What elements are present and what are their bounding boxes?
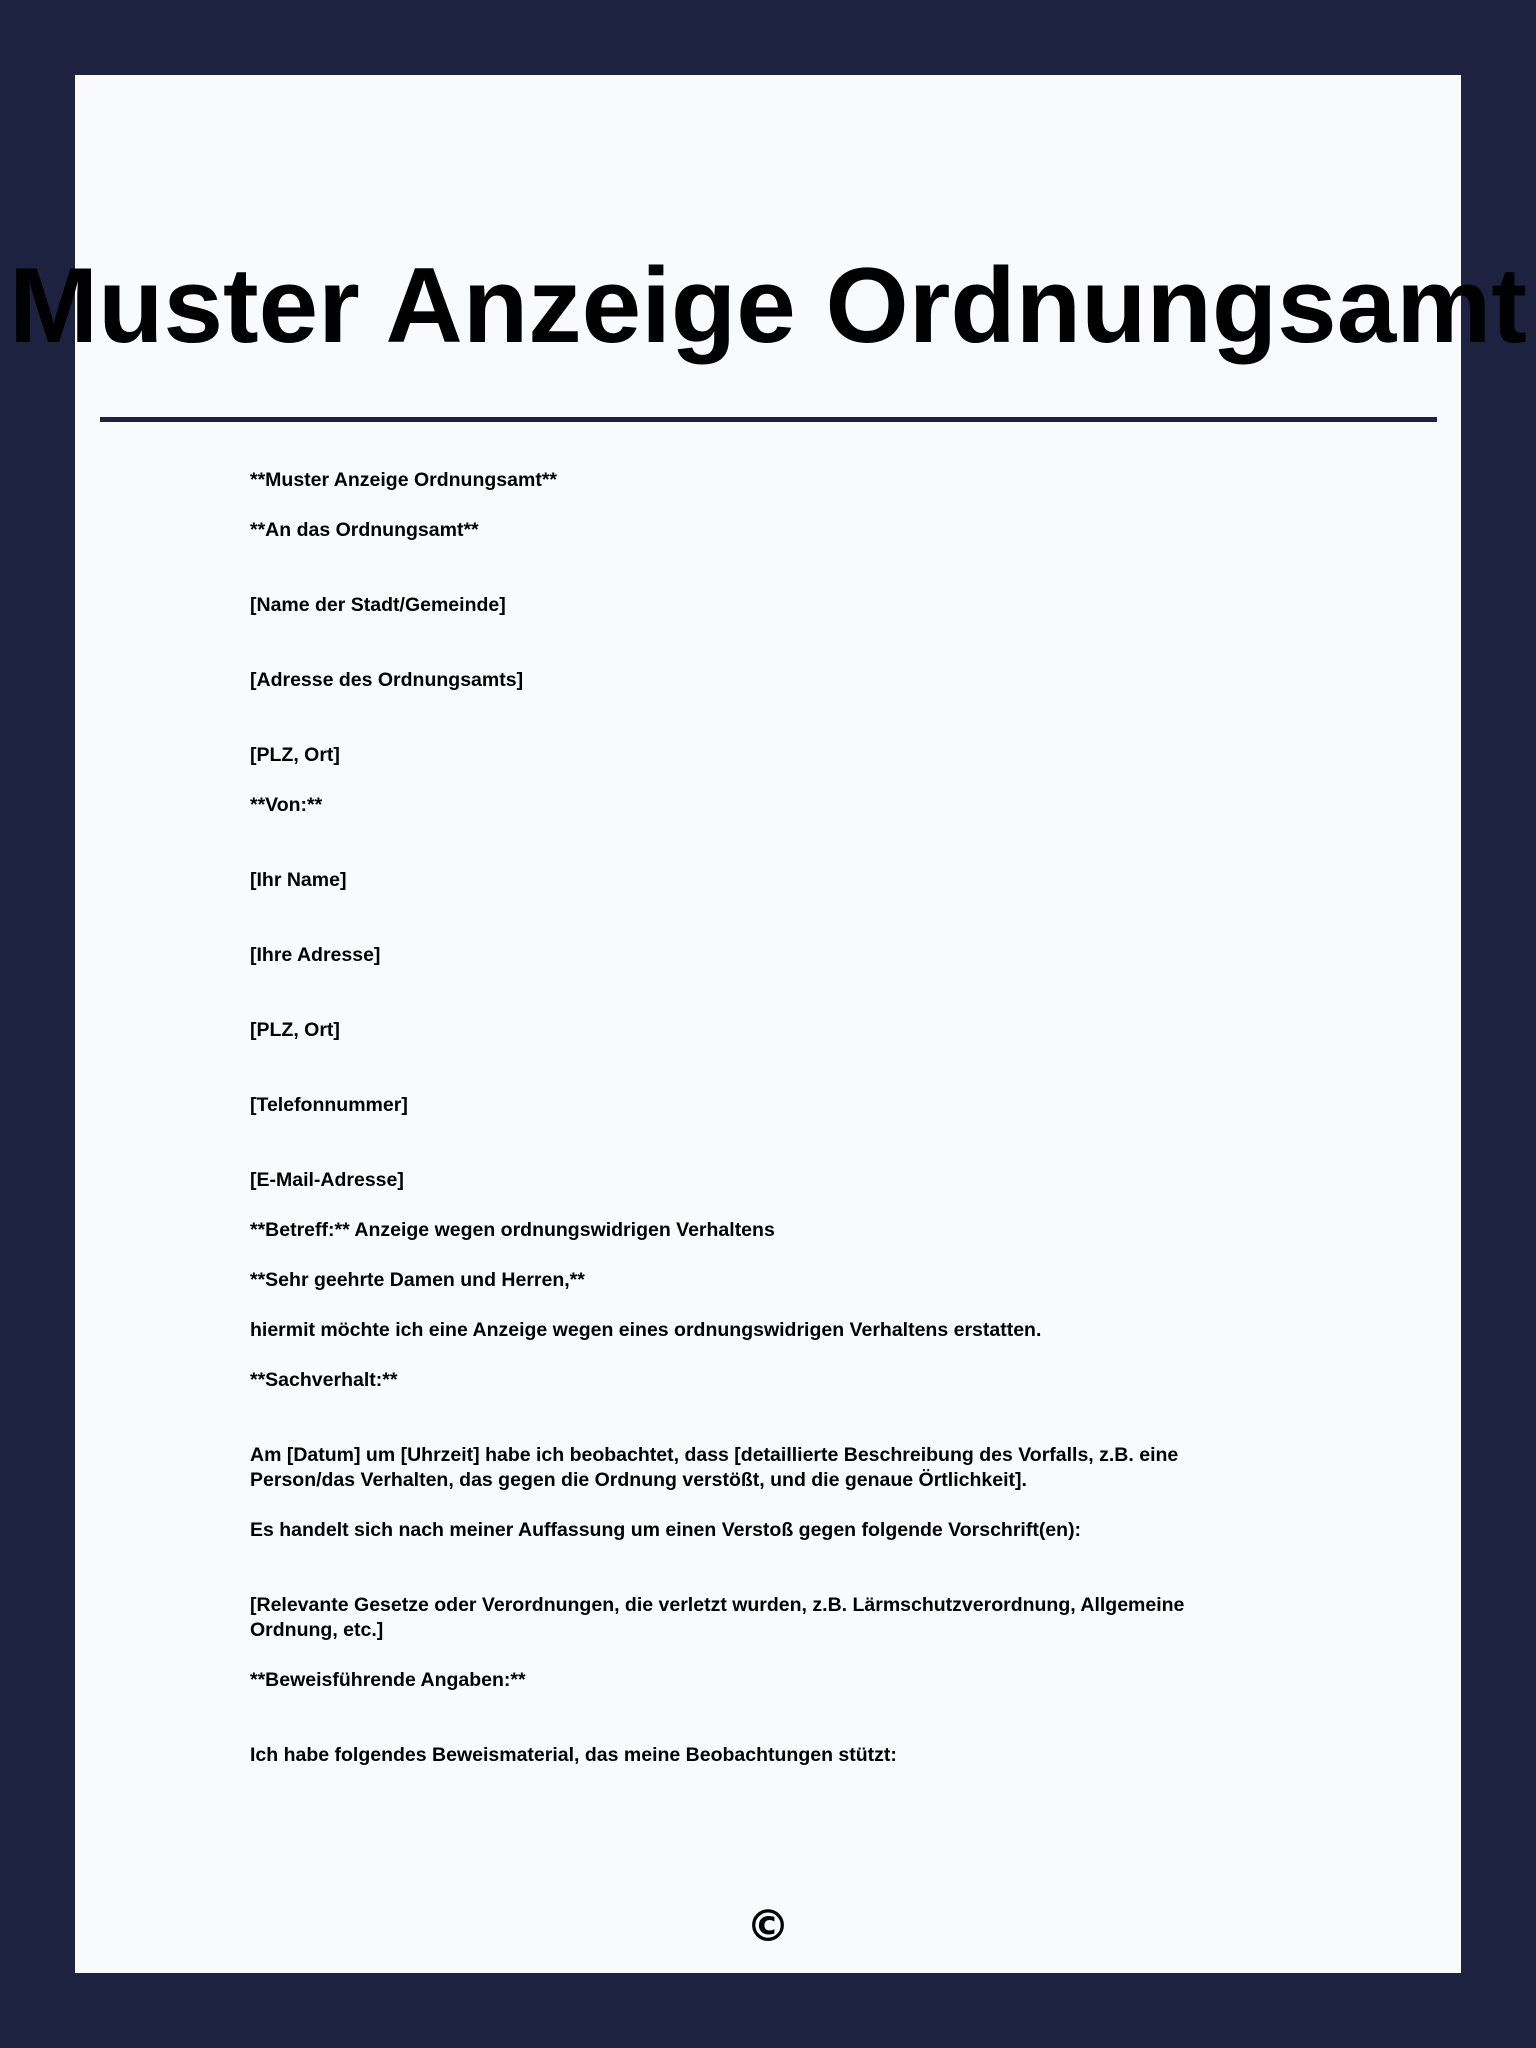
- body-line: [Ihr Name]: [250, 869, 347, 891]
- body-line: **Muster Anzeige Ordnungsamt**: [250, 469, 557, 491]
- body-line: **Sehr geehrte Damen und Herren,**: [250, 1269, 585, 1291]
- title-divider: [100, 417, 1437, 422]
- page-title: Muster Anzeige Ordnungsamt: [9, 245, 1527, 365]
- body-line: **Betreff:** Anzeige wegen ordnungswidrigen Verhaltens: [250, 1219, 775, 1241]
- body-line: **Von:**: [250, 794, 323, 816]
- body-line: **Beweisführende Angaben:**: [250, 1669, 526, 1691]
- body-line: hiermit möchte ich eine Anzeige wegen eines ordnungswidrigen Verhaltens erstatten.: [250, 1319, 1042, 1341]
- body-line: [Telefonnummer]: [250, 1094, 408, 1116]
- copyright-symbol: ©: [746, 1901, 790, 1952]
- body-paragraph: Am [Datum] um [Uhrzeit] habe ich beobachtet, dass [detaillierte Beschreibung des Vorfalls, z.B. eine Person/das Verhalten, das gegen die Ordnung verstößt, und die genaue Örtlichkeit].: [250, 1444, 1179, 1491]
- body-line: [Adresse des Ordnungsamts]: [250, 669, 524, 691]
- body-line: [Ihre Adresse]: [250, 944, 381, 966]
- body-line: **An das Ordnungsamt**: [250, 519, 479, 541]
- body-line: [PLZ, Ort]: [250, 744, 340, 766]
- body-line: Es handelt sich nach meiner Auffassung um einen Verstoß gegen folgende Vorschrift(en):: [250, 1519, 1082, 1541]
- body-line: [E-Mail-Adresse]: [250, 1169, 404, 1191]
- body-line: Ich habe folgendes Beweismaterial, das meine Beobachtungen stützt:: [250, 1744, 897, 1766]
- body-line: [Name der Stadt/Gemeinde]: [250, 594, 506, 616]
- body-paragraph: [Relevante Gesetze oder Verordnungen, die verletzt wurden, z.B. Lärmschutzverordnung, Allgemeine Ordnung, etc.]: [250, 1594, 1185, 1641]
- body-line: [PLZ, Ort]: [250, 1019, 340, 1041]
- body-line: **Sachverhalt:**: [250, 1369, 398, 1391]
